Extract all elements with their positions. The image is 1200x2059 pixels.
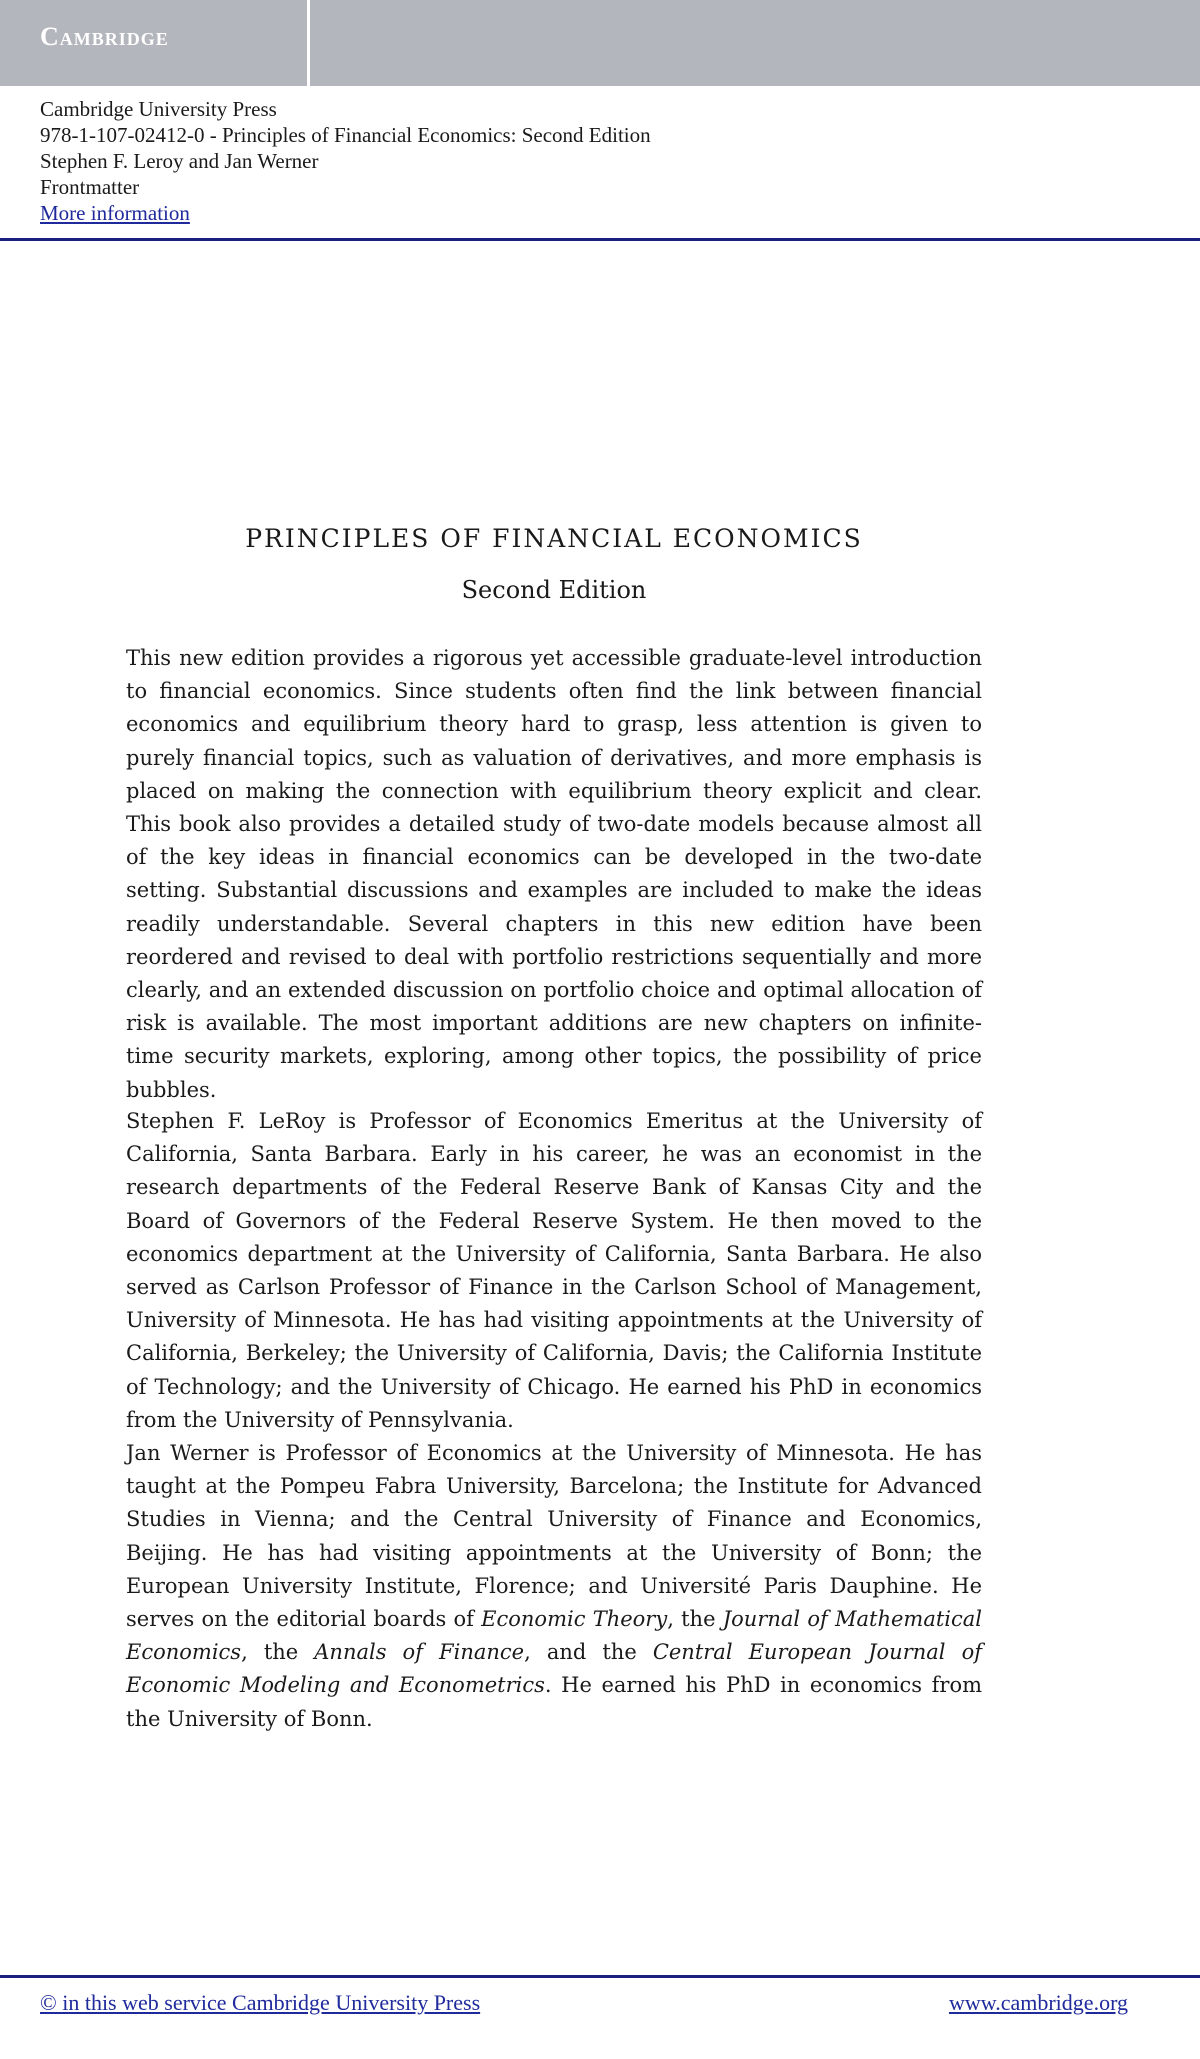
werner-biography xyxy=(126,1437,982,1736)
footer-rule xyxy=(0,1975,1200,1978)
authors-line: Stephen F. Leroy and Jan Werner xyxy=(40,149,319,173)
header-rule xyxy=(0,238,1200,241)
werner-bio-outro: . He earned his PhD in economics from the University of Bonn. xyxy=(126,1673,983,1731)
werner-bio-sep: , and the xyxy=(524,1640,653,1665)
journal-central-european: Central European Journal of Economic Modeling and Econometrics xyxy=(126,1640,982,1698)
book-title: PRINCIPLES OF FINANCIAL ECONOMICS xyxy=(245,524,863,553)
cambridge-website-link[interactable]: www.cambridge.org xyxy=(948,1990,1128,2015)
more-information-link[interactable]: More information xyxy=(40,201,190,225)
document-header xyxy=(40,96,651,226)
cambridge-logo[interactable]: Cambridge xyxy=(40,22,169,51)
journal-annals-of-finance: Annals of Finance xyxy=(314,1640,525,1665)
cambridge-banner xyxy=(0,0,1200,86)
isbn-title: 978-1-107-02412-0 - Principles of Financial Economics: Second Edition xyxy=(40,123,651,147)
section-label: Frontmatter xyxy=(40,175,140,199)
journal-mathematical-economics: Journal of Mathematical Economics xyxy=(126,1607,982,1665)
werner-bio-sep: , the xyxy=(667,1607,723,1632)
leroy-biography: Stephen F. LeRoy is Professor of Economics Emeritus at the University of California, Santa Barbara. Early in his career, he was an economist in the research departments of the Federal Reserve Bank of Kansas City and the Board of Governors of the Federal Reserve System. He then moved to the economics department at the University of California, Santa Barbara. He also served as Carlson Professor of Finance in the Carlson School of Management, University of Minnesota. He has had visiting appointments at the University of California, Berkeley; the University of California, Davis; the California Institute of Technology; and the University of Chicago. He earned his PhD in economics from the University of Pennsylvania. xyxy=(126,1109,982,1432)
journal-economic-theory: Economic Theory xyxy=(481,1607,668,1632)
book-edition: Second Edition xyxy=(461,576,647,604)
werner-bio-sep: , the xyxy=(241,1640,315,1665)
banner-divider xyxy=(307,0,310,86)
publisher-name: Cambridge University Press xyxy=(40,97,277,121)
book-description: This new edition provides a rigorous yet accessible graduate-level introduction to financial economics. Since students often find the link between financial economics and equilibrium theory hard to grasp, less attention is given to purely financial topics, such as valuation of derivatives, and more emphasis is placed on making the connection with equilibrium theory explicit and clear. This book also provides a detailed study of two-date models because almost all of the key ideas in financial economics can be developed in the two-date setting. Substantial discussions and examples are included to make the ideas readily understandable. Several chapters in this new edition have been reordered and revised to deal with portfolio restrictions sequentially and more clearly, and an extended discussion on portfolio choice and optimal allocation of risk is available. The most important additions are new chapters on infinite-time security markets, exploring, among other topics, the possibility of price bubbles. xyxy=(126,646,982,1102)
werner-bio-intro: Jan Werner is Professor of Economics at the University of Minnesota. He has taught at the Pompeu Fabra University, Barcelona; the Institute for Advanced Studies in Vienna; and the Central University of Finance and Economics, Beijing. He has had visiting appointments at the University of Bonn; the European University Institute, Florence; and Université Paris Dauphine. He serves on the editorial boards of xyxy=(126,1441,982,1632)
copyright-link[interactable]: © in this web service Cambridge University Press xyxy=(40,1990,481,2015)
